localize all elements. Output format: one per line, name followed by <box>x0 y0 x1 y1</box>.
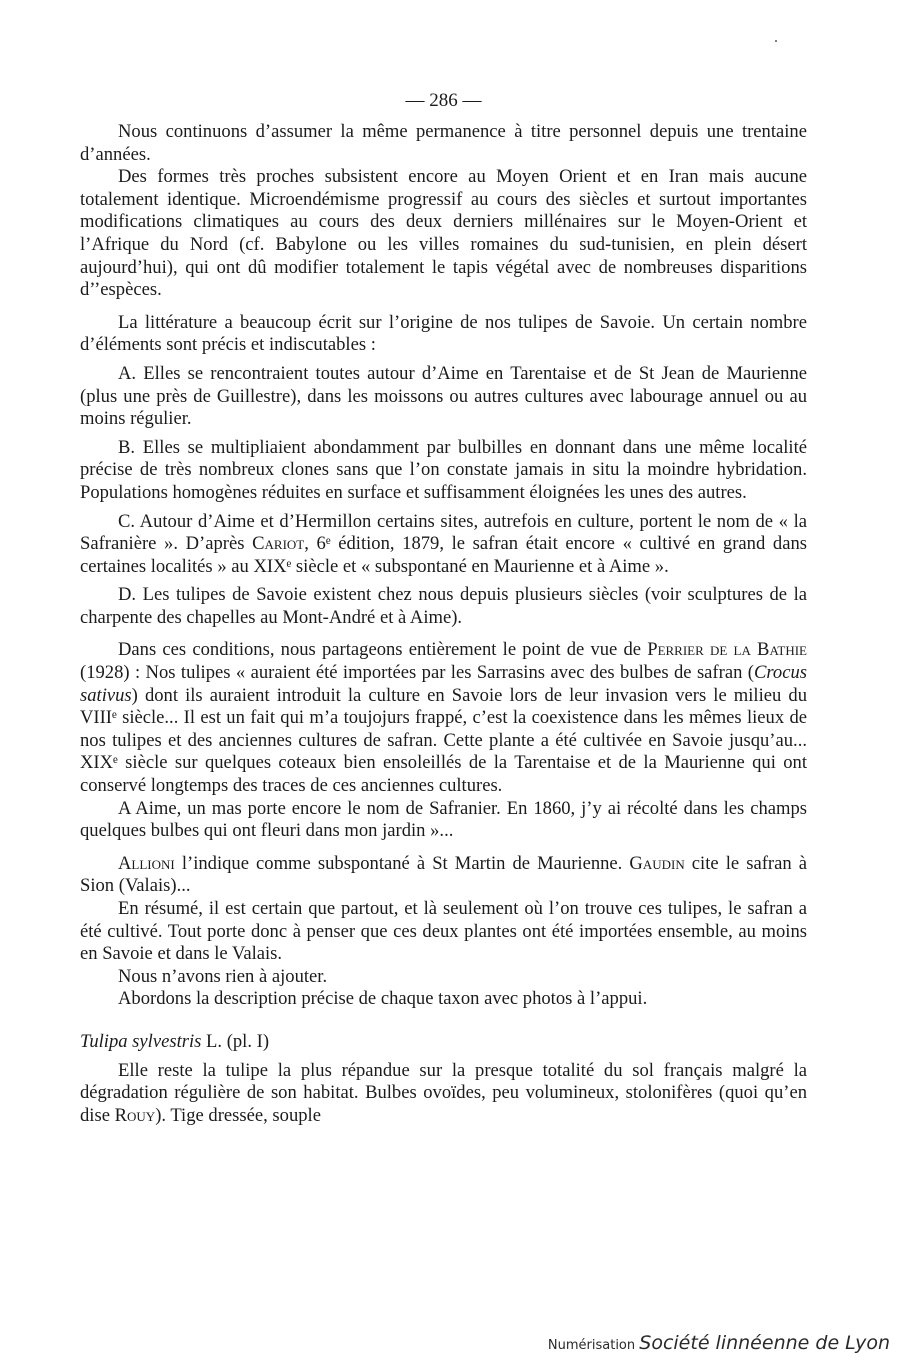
paragraph-a: A. Elles se rencontraient toutes autour d’Aime en Tarentaise et de St Jean de Maurienne (plus une près de Guillestre), dans les moissons ou autres cultures avec labourage annuel ou au moins régulier. <box>80 362 807 430</box>
paragraph-4-text-3: ) dont ils auraient introduit la culture en Savoie lors de leur invasion vers le milieu du VIIIᵉ siècle... Il est un fait qui m’a toujojurs frappé, c’est la coexistence dans les mêmes lieux de nos tulipes et des anciennes cultures de safran. Cette plante a été cultivée en Savoie jusqu’au... XIXᵉ siècle sur quelques coteaux bien ensoleillés de la Tarentaise et de la Maurienne qui ont conservé longtemps des traces de ces anciennes cultures. <box>80 684 807 797</box>
author-perrier: Perrier de la Bathie <box>647 639 807 661</box>
paragraph-c <box>80 511 807 579</box>
page-body <box>80 86 807 1127</box>
paragraph-4 <box>80 639 807 797</box>
paragraph-6-text-1: l’indique comme subspontané à St Martin de Maurienne. <box>174 852 630 874</box>
paragraph-5: A Aime, un mas porte encore le nom de Safranier. En 1860, j’y ai récolté dans les champs quelques bulbes qui ont fleuri dans mon jardin »... <box>80 797 807 842</box>
paragraph-2: Des formes très proches subsistent encore au Moyen Orient et en Iran mais aucune totalement identique. Microendémisme progressif au cours des siècles et surtout importantes modifications climatiques au cours des deux derniers millénaires sur le Moyen-Orient et l’Afrique du Nord (cf. Babylone ou les villes romaines du sud-tunisien, en plein désert aujourd’hui), qui ont dû modifier totalement le tapis végétal avec de nombreuses disparitions d’’espèces. <box>80 166 807 301</box>
paragraph-b: B. Elles se multipliaient abondamment par bulbilles en donnant dans une même localité précise de très nombreux clones sans que l’on constate jamais in situ la moindre hybridation. Populations homogènes réduites en surface et suffisamment éloignées les unes des autres. <box>80 436 807 503</box>
paragraph-4-text-1: Dans ces conditions, nous partageons entièrement le point de vue de <box>118 639 648 661</box>
paragraph-10 <box>80 1060 807 1128</box>
paragraph-10-text-2: ). Tige dressée, souple <box>155 1104 321 1126</box>
species-tulipa-sylvestris: Tulipa sylvestris <box>80 1030 202 1052</box>
author-rouy: Rouy <box>114 1104 156 1126</box>
paragraph-c-text-1: C. Autour d’Aime et d’Hermillon certains sites, autrefois en culture, portent le nom de « la Safranière ». D’après <box>80 510 807 555</box>
paragraph-1: Nous continuons d’assumer la même permanence à titre personnel depuis une trentaine d’années. <box>80 121 807 165</box>
footer-brand: Société linnéenne de Lyon <box>639 1332 890 1354</box>
paragraph-6 <box>80 853 807 898</box>
heading-rest: L. (pl. I) <box>201 1030 270 1052</box>
paragraph-3: La littérature a beaucoup écrit sur l’origine de nos tulipes de Savoie. Un certain nombre d’éléments sont précis et indiscutables : <box>80 311 807 356</box>
author-gaudin: Gaudin <box>629 852 685 874</box>
author-cariot: Cariot <box>252 533 305 555</box>
section-heading <box>80 1031 807 1054</box>
speck <box>775 40 777 42</box>
digitization-footer <box>548 1332 890 1354</box>
paragraph-7: En résumé, il est certain que partout, et là seulement où l’on trouve ces tulipes, le safran a été cultivé. Tout porte donc à penser que ces deux plantes ont été importées ensemble, au moins en Savoie et dans le Valais. <box>80 898 807 965</box>
author-allioni: Allioni <box>118 852 175 874</box>
paragraph-8: Nous n’avons rien à ajouter. <box>118 965 328 987</box>
footer-prefix: Numérisation <box>547 1338 640 1353</box>
paragraph-9: Abordons la description précise de chaque taxon avec photos à l’appui. <box>118 988 648 1010</box>
species-crocus: Crocus sativus <box>80 662 807 706</box>
paragraph-d: D. Les tulipes de Savoie existent chez nous depuis plusieurs siècles (voir sculptures de la charpente des chapelles au Mont-André et à Aime). <box>80 584 807 628</box>
paragraph-10-text-1: Elle reste la tulipe la plus répandue sur la presque totalité du sol français malgré la dégradation régulière de son habitat. Bulbes ovoïdes, peu volumineux, stolonifères (quoi qu’en dise <box>80 1059 807 1126</box>
paragraph-6-text-2: cite le safran à Sion (Valais)... <box>80 852 807 897</box>
paragraph-c-text-2: , 6ᵉ édition, 1879, le safran était encore « cultivé en grand dans certaines localités » au XIXᵉ siècle et « subspontané en Maurienne et à Aime ». <box>80 533 807 577</box>
paragraph-4-text-2: (1928) : Nos tulipes « auraient été importées par les Sarrasins avec des bulbes de safran ( <box>80 662 754 684</box>
page-number: — 286 — <box>405 90 482 111</box>
